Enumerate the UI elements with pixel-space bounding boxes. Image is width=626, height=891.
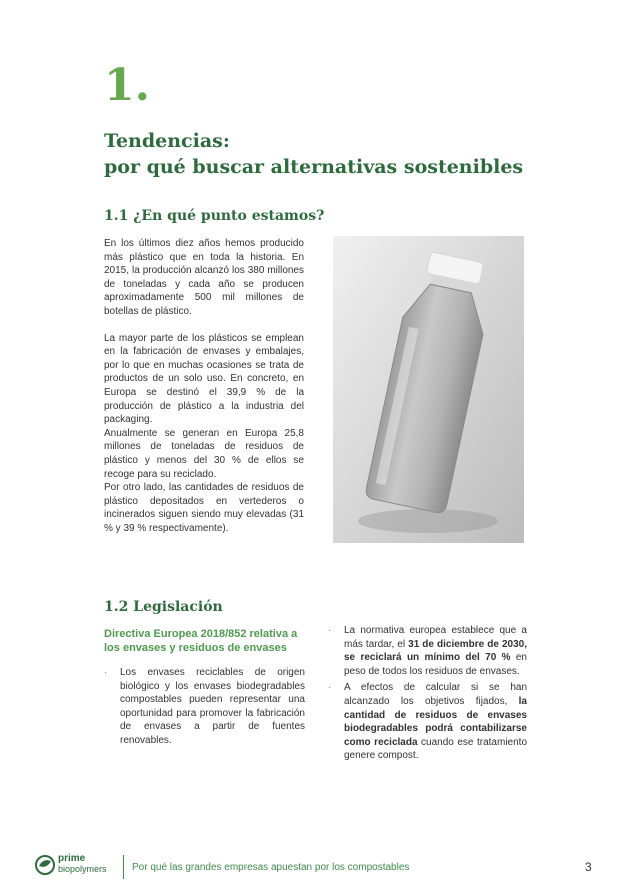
logo-text-biopolymers: biopolymers <box>58 864 107 874</box>
section-1-1-body <box>104 237 304 535</box>
list-item <box>328 681 528 763</box>
bullet-text: en peso de todos los residuos de envases. <box>344 652 527 677</box>
bullet-marker: · <box>328 625 332 636</box>
paragraph: En los últimos diez años hemos producido más plástico que en toda la historia. En 2015, la producción alcanzó los 380 millones de toneladas y cada año se producen aproximadamente 500 mil millones de botellas de plástico. <box>104 238 304 317</box>
chapter-number: 1. <box>104 60 150 111</box>
directive-subheading: Directiva Europea 2018/852 relativa a los envases y residuos de envases <box>104 628 298 654</box>
paragraph: La mayor parte de los plásticos se emplean en la fabricación de envases y embalajes, por lo que en muchas ocasiones se trata de productos de un solo uso. En concreto, en Europa se destinó el 39,9 % de la producción de plástico a la industria del packaging. <box>104 332 304 426</box>
logo-text-prime: prime <box>58 853 86 864</box>
footer-text: Por qué las grandes empresas apuestan por los compostables <box>132 862 410 873</box>
paragraph: Por otro lado, las cantidades de residuos de plástico depositados en vertederos o incinerados siguen siendo muy elevadas (31 % y 39 % respectivamente). <box>104 482 304 534</box>
bullet-text-bold: 31 de diciembre de 2030, se reciclará un mínimo del 70 % <box>344 638 528 664</box>
left-bullet-list <box>104 666 305 751</box>
chapter-title-line1: Tendencias: <box>104 130 230 152</box>
glass-bottle-photo <box>333 236 524 543</box>
bullet-text: cuando ese tratamiento genere compost. <box>344 736 528 762</box>
footer-divider <box>123 855 124 879</box>
bullet-text: La normativa europea establece que a más tardar, el <box>344 625 527 650</box>
globe-leaf-icon <box>34 854 56 876</box>
right-bullet-list <box>328 624 528 766</box>
page-number: 3 <box>585 860 592 874</box>
company-logo <box>34 852 120 878</box>
bottle-illustration <box>333 236 524 543</box>
section-title-1-1: 1.1 ¿En qué punto estamos? <box>104 208 325 224</box>
chapter-title <box>104 128 544 180</box>
bullet-marker: · <box>328 682 332 694</box>
bullet-text: Los envases reciclables de origen biológico y los envases biodegradables compostables pueden representar una oportunidad para promover la fabricación de envases a partir de fuentes renovables. <box>120 667 305 746</box>
list-item <box>328 624 528 678</box>
bullet-text: A efectos de calcular si se han alcanzado los objetivos fijados, <box>344 682 527 707</box>
list-item <box>104 666 305 748</box>
bullet-text-bold: la cantidad de residuos de envases biodegradables podrá contabilizarse como reciclada <box>344 695 527 748</box>
paragraph: Anualmente se generan en Europa 25,8 millones de toneladas de residuos de plástico y menos del 30 % de ellos se recoge para su reciclado. <box>104 427 304 480</box>
chapter-title-line2: por qué buscar alternativas sostenibles <box>104 156 524 178</box>
bullet-marker: · <box>104 667 108 678</box>
section-title-1-2: 1.2 Legislación <box>104 599 223 615</box>
